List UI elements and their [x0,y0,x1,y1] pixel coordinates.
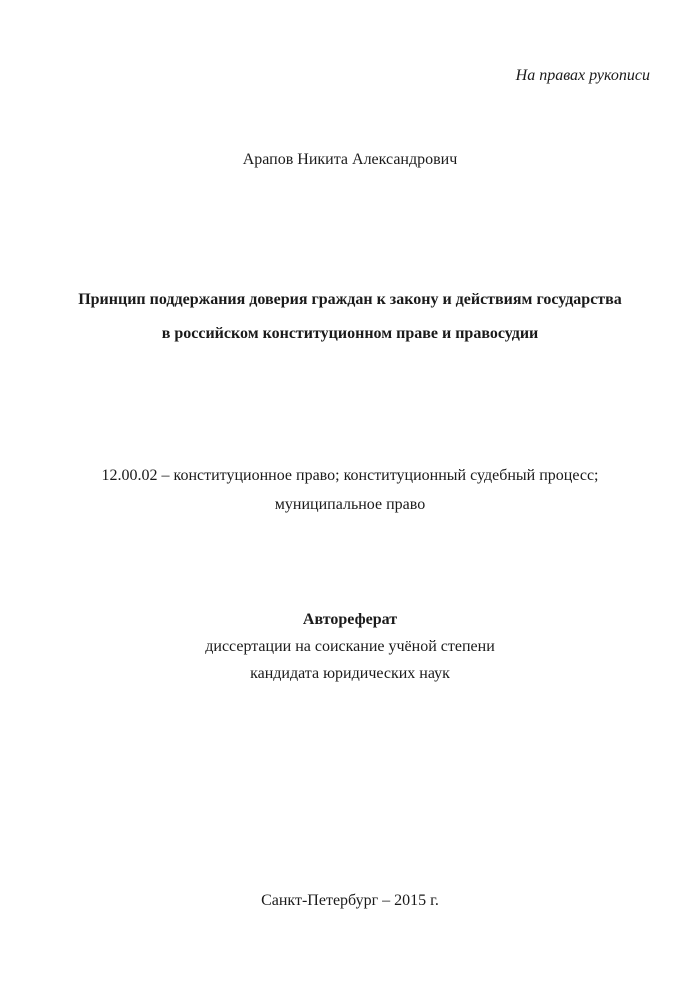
abstract-heading: Автореферат [302,611,398,628]
title-line-2: в российском конституционном праве и правосудии [161,325,539,342]
specialty-line-2: муниципальное право [274,496,426,513]
title-line-1: Принцип поддержания доверия граждан к закону и действиям государства [78,291,622,308]
degree-line: кандидата юридических наук [250,665,450,682]
specialty-line-1: 12.00.02 – конституционное право; конституционный судебный процесс; [101,467,599,484]
author-name: Арапов Никита Александрович [242,151,458,168]
rights-note: На правах рукописи [515,67,650,84]
place-and-year: Санкт-Петербург – 2015 г. [261,892,439,909]
dissertation-line: диссертации на соискание учёной степени [205,638,495,655]
